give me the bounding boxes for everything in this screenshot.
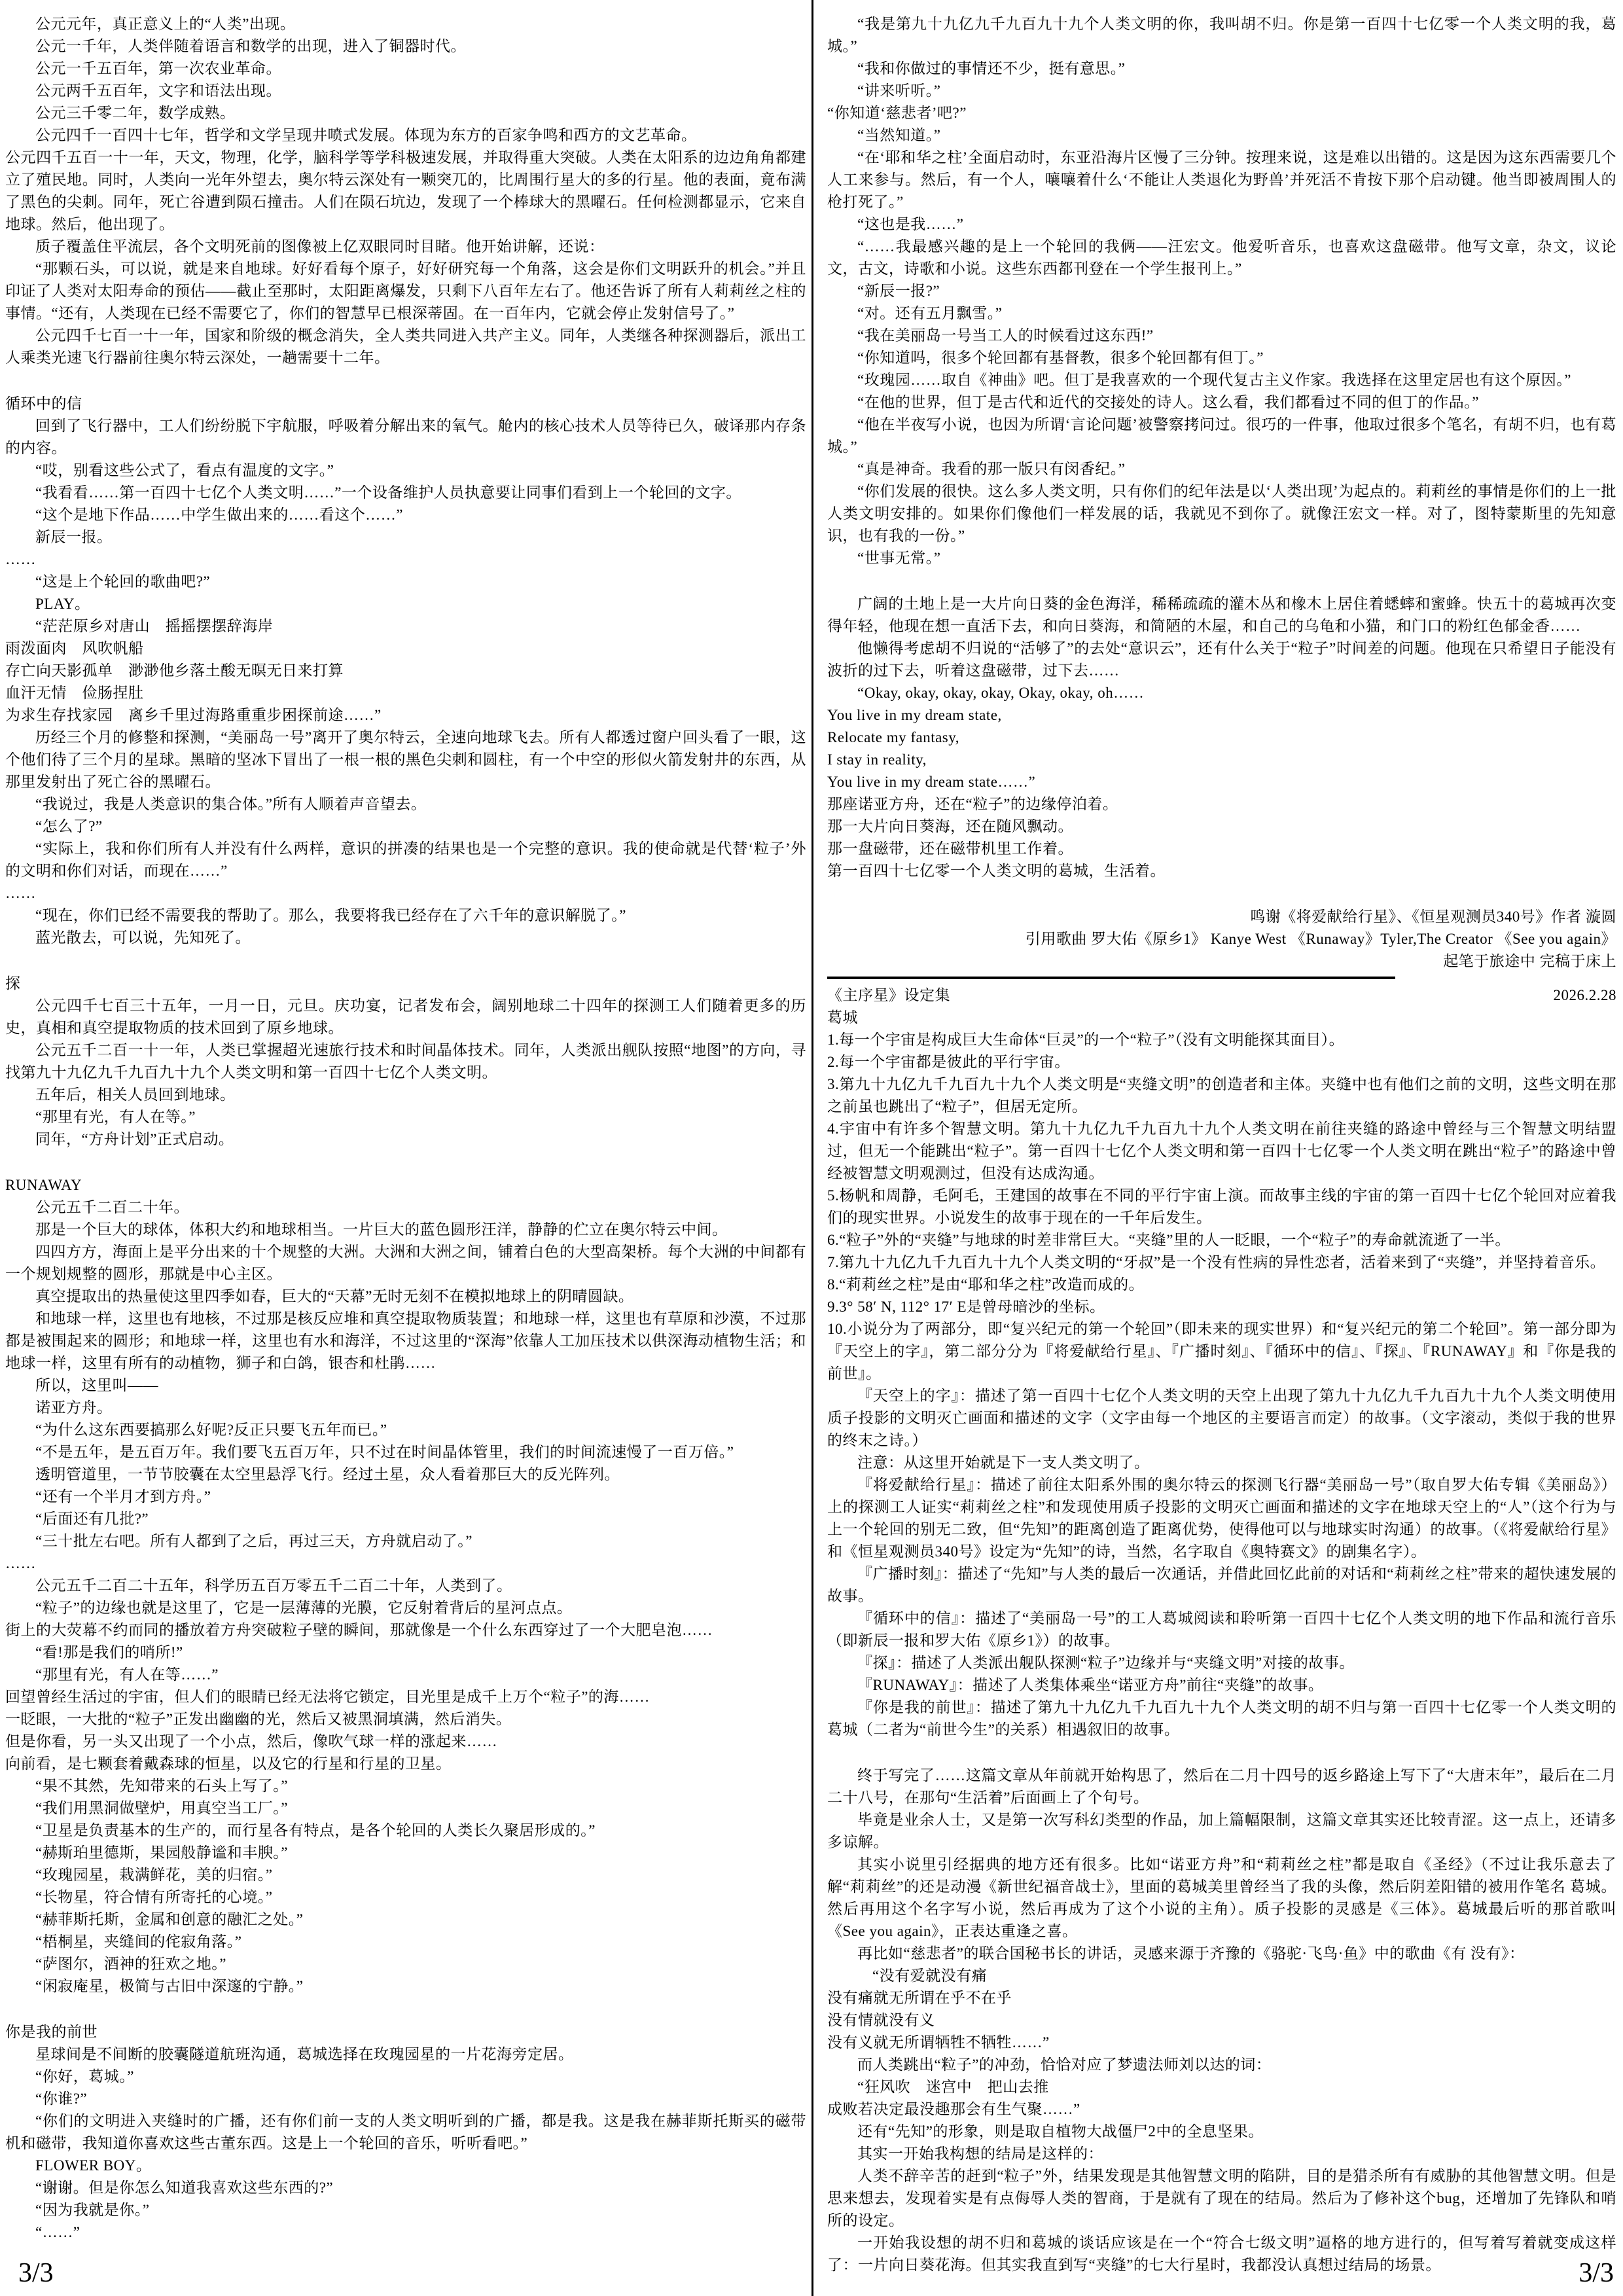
text-line: 公元四千五百一十一年，天文，物理，化学，脑科学等学科极速发展，并取得重大突破。人类在太阳系的边边角角都建立了殖民地。同时，人类向一光年外望去，奥尔特云深处有一颗突兀的，比周围行星大的多的行星。他的表面，竟布满了黑色的尖刺。同年，死亡谷遭到陨石撞击。人们在陨石坑边，发现了一个棒球大的黑曜石。任何检测都显示，它来自地球。然后，他出现了。 [5,149,806,232]
text-line: “那里有光，有人在等。” [35,1109,196,1125]
text-line: 公元两千五百年，文字和语法出现。 [35,82,281,99]
text-line: 真空提取出的热量使这里四季如春，巨大的“天幕”无时无刻不在模拟地球上的阴晴圆缺。 [35,1288,634,1304]
text-line: 回到了飞行器中，工人们纷纷脱下宇航服，呼吸着分解出来的氧气。舱内的核心技术人员等待已久，破译那内存条的内容。 [5,418,806,456]
text-line: “……我最感兴趣的是上一个轮回的我俩——汪宏文。他爱听音乐，也喜欢这盘磁带。他写文章，杂文，议论文，古文，诗歌和小说。这些东西都刊登在一个学生报刊上。” [827,238,1616,277]
text-line: 没有义就无所谓牺牲不牺牲……” [827,2034,1050,2051]
text-line: “他在半夜写小说，也因为所谓‘言论问题’被警察拷问过。很巧的一件事，他取过很多个笔名，有胡不归，也有葛城。” [827,416,1616,455]
blank-gap [827,1741,1616,1765]
text-line: 和地球一样，这里也有地核，不过那是核反应堆和真空提取物质装置；和地球一样，这里也有草原和沙漠，不过那都是被围起来的圆形；和地球一样，这里也有水和海洋，不过这里的“深海”依靠人工加压技术以供深海动植物生活；和地球一样，这里有所有的动植物，狮子和白鸽，银杏和杜鹃…… [5,1310,806,1371]
text-line: “我在美丽岛一号当工人的时候看过这东西!” [857,327,1154,344]
text-line: “玫瑰园星，栽满鲜花，美的归宿。” [35,1867,273,1883]
text-line: “梧桐星，夹缝间的侘寂角落。” [35,1933,242,1950]
section-divider-rule [827,977,1395,979]
text-line: 为求生存找家园 离乡千里过海路重重步困探前途……” [5,707,382,723]
settings-collection-title: 《主序星》设定集 [827,987,950,1003]
text-line: “在‘耶和华之柱’全面启动时，东亚沿海片区慢了三分钟。按理来说，这是难以出错的。这是因为这东西需要几个人工来参与。然后，有一个人，嚷嚷着什么‘不能让人类退化为野兽’并死活不肯按下那个启动键。他当即被周围人的枪打死了。” [827,149,1616,210]
text-line: …… [5,885,36,901]
text-line: 再比如“慈悲者”的联合国秘书长的讲话，灵感来源于齐豫的《骆驼·飞鸟·鱼》中的歌曲《有 没有》： [857,1945,1525,1962]
section-heading: 探 [5,975,21,992]
text-line: 9.3° 58′ N, 112° 17′ E是曾母暗沙的坐标。 [827,1299,1105,1315]
column-divider-rule [812,0,813,2296]
text-line: “在他的世界，但丁是古代和近代的交接处的诗人。这么看，我们都看过不同的但丁的作品。” [857,394,1479,410]
text-line: 『天空上的字』：描述了第一百四十七亿个人类文明的天空上出现了第九十九亿九千九百九十九个人类文明使用质子投影的文明灭亡画面和描述的文字（文字由每一个地区的主要语言而定）的故事。（文字滚动，类似于我的世界的终末之诗。） [827,1388,1616,1448]
text-line: 而人类跳出“粒子”的冲劲，恰恰对应了梦遗法师刘以达的词： [857,2056,1272,2073]
text-line: “没有爱就没有痛 [872,1967,988,1984]
text-line: 五年后，相关人员回到地球。 [35,1086,236,1103]
text-line: “这也是我……” [857,216,964,232]
left-column [5,13,806,2238]
text-line: 透明管道里，一节节胶囊在太空里悬浮飞行。经过土星，众人看着那巨大的反光阵列。 [35,1466,620,1482]
text-line: 存亡向天影孤单 渺渺他乡落土酸无暝无日来打算 [5,662,344,679]
text-line: 公元一千五百年，第一次农业革命。 [35,60,281,77]
text-line: 公元一千年，人类伴随着语言和数学的出现，进入了铜器时代。 [35,38,466,54]
text-line: “那颗石头，可以说，就是来自地球。好好看每个原子，好好研究每一个角落，这会是你们文明跃升的机会。”并且印证了人类对太阳寿命的预估——截止至那时，太阳距离爆发，只剩下八百年左右了。他还告诉了所有人莉莉丝之柱的事情。“还有，人类现在已经不需要它了，你们的智慧早已根深蒂固。在一百年内，它就会停止发射信号了。” [5,260,806,321]
text-line: 『RUNAWAY』：描述了人类集体乘坐“诺亚方舟”前往“夹缝”的故事。 [857,1677,1324,1693]
text-line: 诺亚方舟。 [35,1399,113,1416]
text-line: “狂风吹 迷宫中 把山去推 [857,2079,1049,2095]
blank-gap [827,882,1616,906]
text-line: “Okay, okay, okay, okay, Okay, okay, oh…… [857,685,1145,701]
text-line: 『将爱献给行星』：描述了前往太阳系外围的奥尔特云的探测飞行器“美丽岛一号”（取自罗大佑专辑《美丽岛》）上的探测工人证实“莉莉丝之柱”和发现使用质子投影的文明灭亡画面和描述的文字在地球天空上的“人”（这个行为与上一个轮回的别无二致，但“先知”的距离创造了距离优势，使得他可以与地球实时沟通）的故事。（《将爱献给行星》和《恒星观测员340号》设定为“先知”的诗，当然，名字取自《奥特赛文》的剧集名字）。 [827,1477,1616,1560]
text-line: 6.“粒子”外的“夹缝”与地球的时差非常巨大。“夹缝”里的人一眨眼，一个“粒子”的寿命就流逝了一半。 [827,1232,1510,1248]
text-line: “闲寂庵星，极简与古旧中深邃的宁静。” [35,1978,304,1994]
text-line: 没有痛就无所谓在乎不在乎 [827,1990,1012,2006]
text-line: 『探』：描述了人类派出舰队探测“粒子”边缘并与“夹缝文明”对接的故事。 [857,1655,1355,1671]
text-line: “这个是地下作品……中学生做出来的……看这个……” [35,507,403,523]
text-line: …… [5,551,36,567]
text-line: 公元四千七百一十一年，国家和阶级的概念消失，全人类共同进入共产主义。同年，人类继各种探测器后，派出工人乘类光速飞行器前往奥尔特云深处，一趟需要十二年。 [5,327,806,366]
text-line: “玫瑰园……取自《神曲》吧。但丁是我喜欢的一个现代复古主义作家。我选择在这里定居也有这个原因。” [857,372,1571,388]
text-line: “看!那是我们的哨所!” [35,1644,183,1660]
text-line: “卫星是负责基本的生产的，而行星各有特点，是各个轮回的人类长久聚居形成的。” [35,1822,596,1839]
text-line: 7.第九十九亿九千九百九十九个人类文明的“牙叔”是一个没有性病的异性恋者，活着来到了“夹缝”，并坚持着音乐。 [827,1254,1606,1270]
text-line: “三十批左右吧。所有人都到了之后，再过三天，方舟就启动了。” [35,1533,473,1549]
text-line: 那一盘磁带，还在磁带机里工作着。 [827,840,1073,857]
text-line: FLOWER BOY。 [35,2157,152,2174]
text-line: 四四方方，海面上是平分出来的十个规整的大洲。大洲和大洲之间，铺着白色的大型高架桥。每个大洲的中间都有一个规划规整的圆形，那就是中心主区。 [5,1244,806,1282]
text-line: 终于写完了……这篇文章从年前就开始构思了，然后在二月十四号的返乡路途上写下了“大唐末年”，最后在二月二十八号，在那句“生活着”后面画上了个句号。 [827,1767,1616,1806]
text-line: 回望曾经生活过的宇宙，但人们的眼睛已经无法将它锁定，目光里是成千上万个“粒子”的海…… [5,1689,650,1705]
section-heading: 葛城 [827,1009,858,1026]
blank-gap [5,1151,806,1174]
text-line: 8.“莉莉丝之柱”是由“耶和华之柱”改造而成的。 [827,1276,1145,1293]
text-line: 所以，这里叫—— [35,1377,158,1393]
text-line: 公元五千二百一十一年，人类已掌握超光速旅行技术和时间晶体技术。同年，人类派出舰队按照“地图”的方向，寻找第九十九亿九千九百九十九个人类文明和第一百四十七亿个人类文明。 [5,1042,806,1081]
text-line: 街上的大荧幕不约而同的播放着方舟突破粒子壁的瞬间，那就像是一个什么东西穿过了一个大肥皂泡…… [5,1622,713,1638]
text-line: 起笔于旅途中 完稿于床上 [1443,953,1616,969]
text-line: You live in my dream state, [827,707,1002,723]
text-line: “……” [35,2224,80,2238]
text-line: 向前看，是七颗套着戴森球的恒星，以及它的行星和行星的卫星。 [5,1755,452,1772]
text-line: 5.杨帆和周静，毛阿毛，王建国的故事在不同的平行宇宙上演。而故事主线的宇宙的第一百四十七亿个轮回对应着我们的现实世界。小说发生的故事于现在的一千年后发生。 [827,1187,1616,1226]
text-line: “当然知道。” [857,127,941,143]
text-line: 『循环中的信』：描述了“美丽岛一号”的工人葛城阅读和聆听第一百四十七亿个人类文明的地下作品和流行音乐（即新辰一报和罗大佑《原乡1》）的故事。 [827,1610,1616,1649]
text-line: 那是一个巨大的球体，体积大约和地球相当。一片巨大的蓝色圆形汪洋，静静的伫立在奥尔特云中间。 [35,1221,728,1238]
text-line: “这是上个轮回的歌曲吧?” [35,573,211,590]
blank-gap [5,949,806,973]
text-line: “后面还有几批?” [35,1511,149,1527]
text-line: Relocate my fantasy, [827,729,960,745]
text-line: “新辰一报?” [857,283,940,299]
section-heading: 你是我的前世 [5,2024,98,2040]
text-line: “还有一个半月才到方舟。” [35,1488,211,1505]
text-line: “粒子”的边缘也就是这里了，它是一层薄薄的光膜，它反射着背后的星河点点。 [35,1600,573,1616]
text-line: “我看看……第一百四十七亿个人类文明……”一个设备维护人员执意要让同事们看到上一个轮回的文字。 [35,484,741,501]
text-line: 但是你看，另一头又出现了一个小点，然后，像吹气球一样的涨起来…… [5,1733,497,1749]
text-line: 一开始我设想的胡不归和葛城的谈话应该是在一个“符合七级文明”逼格的地方进行的，但写着写着就变成这样了：一片向日葵花海。但其实我直到写“夹缝”的七大行星时，我都没认真想过结局的场景。 [827,2234,1616,2273]
text-line: You live in my dream state……” [827,774,1036,790]
text-line: “因为我就是你。” [35,2202,150,2218]
text-line: “世事无常。” [857,550,941,566]
text-line: 『你是我的前世』：描述了第九十九亿九千九百九十九个人类文明的胡不归与第一百四十七亿零一个人类文明的葛城（二者为“前世今生”的关系）相遇叙旧的故事。 [827,1699,1616,1738]
text-line: 那座诺亚方舟，还在“粒子”的边缘停泊着。 [827,796,1118,812]
text-line: 其实一开始我构想的结局是这样的： [857,2145,1103,2162]
text-line: I stay in reality, [827,751,927,768]
text-line: 公元四千七百三十五年，一月一日，元旦。庆功宴，记者发布会，阔别地球二十四年的探测工人们随着更多的历史，真相和真空提取物质的技术回到了原乡地球。 [5,997,806,1036]
text-line: “你们发展的很快。这么多人类文明，只有你们的纪年法是以‘人类出现’为起点的。莉莉丝的事情是你们的上一批人类文明安排的。如果你们像他们一样发展的话，我就见不到你了。就像汪宏文一样。对了，图特蒙斯里的先知意识，也有我的一份。” [827,483,1616,544]
text-line: 公元五千二百二十五年，科学历五百万零五千二百二十年，人类到了。 [35,1577,512,1594]
text-line: “萨图尔，酒神的狂欢之地。” [35,1956,226,1972]
page-number-left: 3/3 [18,2258,54,2288]
text-line: “你知道‘慈悲者’吧?” [827,105,967,121]
text-line: 10.小说分为了两部分，即“复兴纪元的第一个轮回”（即未来的现实世界）和“复兴纪元的第二个轮回”。第一部分即为『天空上的字』，第二部分分为『将爱献给行星』、『广播时刻』、『循环中的信』、『探』、『RUNAWAY』和『你是我的前世』。 [827,1321,1616,1382]
text-line: “讲来听听。” [857,82,941,99]
text-line: “那里有光，有人在等……” [35,1666,219,1683]
text-line: 公元三千零二年，数学成熟。 [35,105,236,121]
text-line: 没有情就没有义 [827,2012,935,2028]
text-line: PLAY。 [35,596,90,612]
text-line: “赫斯珀里德斯，果园般静谧和丰腴。” [35,1844,288,1861]
text-line: 公元元年，真正意义上的“人类”出现。 [35,16,296,32]
text-line: “我说过，我是人类意识的集合体。”所有人顺着声音望去。 [35,796,427,812]
text-line: 血汗无情 俭肠捏肚 [5,685,144,701]
settings-title-row [827,984,1616,1007]
text-line: “谢谢。但是你怎么知道我喜欢这些东西的?” [35,2179,334,2196]
text-line: “真是神奇。我看的那一版只有闵香纪。” [857,461,1126,477]
text-line: 星球间是不间断的胶囊隧道航班沟通，葛城选择在玫瑰园星的一片花海旁定居。 [35,2046,574,2062]
text-line: …… [5,1555,36,1571]
text-line: “茫茫原乡对唐山 摇摇摆摆辞海岸 [35,618,274,634]
text-line: 2.每一个宇宙都是彼此的平行宇宙。 [827,1054,1070,1070]
text-line: 还有“先知”的形象，则是取自植物大战僵尸2中的全息坚果。 [857,2123,1264,2140]
text-line: “怎么了?” [35,818,103,834]
text-line: 广阔的土地上是一大片向日葵的金色海洋，稀稀疏疏的灌木丛和橡木上居住着蟋蟀和蜜蜂。快五十的葛城再次变得年轻，他现在想一直活下去，和向日葵海，和简陋的木屋，和自己的乌龟和小猫，和门口的粉红色郁金香…… [827,596,1616,634]
blank-gap [5,1998,806,2021]
text-line: 『广播时刻』：描述了“先知”与人类的最后一次通话，并借此回忆此前的对话和“莉莉丝之柱”带来的超快速发展的故事。 [827,1566,1616,1604]
right-column [827,13,1616,2278]
text-line: 注意：从这里开始就是下一支人类文明了。 [857,1454,1150,1471]
text-line: 鸣谢《将爱献给行星》、《恒星观测员340号》作者 漩圆 [1250,908,1616,925]
text-line: “你知道吗，很多个轮回都有基督教，很多个轮回都有但丁。” [857,350,1264,366]
text-line: 公元五千二百二十年。 [35,1199,189,1215]
text-line: 3.第九十九亿九千九百九十九个人类文明是“夹缝文明”的创造者和主体。夹缝中也有他们之前的文明，这些文明在那之前虽也跳出了“粒子”，但居无定所。 [827,1076,1616,1115]
text-line: 毕竟是业余人士，又是第一次写科幻类型的作品，加上篇幅限制，这篇文章其实还比较青涩。这一点上，还请多多谅解。 [827,1812,1616,1850]
text-line: “哎，别看这些公式了，看点有温度的文字。” [35,462,334,478]
text-line: “为什么这东西要搞那么好呢?反正只要飞五年而已。” [35,1422,387,1438]
text-line: “你们的文明进入夹缝时的广播，还有你们前一支的人类文明听到的广播，都是我。这是我在赫菲斯托斯买的磁带机和磁带，我知道你喜欢这些古董东西。这是上一个轮回的音乐，听听看吧。” [5,2113,806,2151]
text-line: 一眨眼，一大批的“粒子”正发出幽幽的光，然后又被黑洞填满，然后消失。 [5,1711,512,1727]
text-line: 4.宇宙中有许多个智慧文明。第九十九亿九千九百九十九个人类文明在前往夹缝的路途中曾经与三个智慧文明结盟过，但无一个能跳出“粒子”。第一百四十七亿个人类文明和第一百四十七亿零一个人类文明在跳出“粒子”的路途中曾经被智慧文明观测过，但没有达成沟通。 [827,1121,1616,1181]
text-line: 雨泼面肉 风吹帆船 [5,640,144,656]
text-line: 公元四千一百四十七年，哲学和文学呈现井喷式发展。体现为东方的百家争鸣和西方的文艺革命。 [35,127,697,143]
text-line: 质子覆盖住平流层，各个文明死前的图像被上亿双眼同时目睹。他开始讲解，还说： [35,238,605,255]
text-line: 第一百四十七亿零一个人类文明的葛城，生活着。 [827,863,1166,879]
blank-gap [827,569,1616,593]
section-heading: 循环中的信 [5,395,82,412]
text-line: “长物星，符合情有所寄托的心境。” [35,1889,273,1905]
text-line: “你谁?” [35,2090,88,2107]
text-line: 历经三个月的修整和探测，“美丽岛一号”离开了奥尔特云，全速向地球飞去。所有人都透过窗户回头看了一眼，这个他们待了三个月的星球。黑暗的坚冰下冒出了一根一根的黑色尖刺和圆柱，有一个中空的形似火箭发射井的东西，从那里发射出了死亡谷的黑曜石。 [5,729,806,790]
page-number-right: 3/3 [1578,2258,1614,2288]
text-line: 1.每一个宇宙是构成巨大生命体“巨灵”的一个“粒子”（没有文明能探其面目）。 [827,1031,1345,1048]
text-line [827,2276,1616,2278]
text-line: “不是五年，是五百万年。我们要飞五百万年，只不过在时间晶体管里，我们的时间流速慢了一百万倍。” [35,1444,734,1460]
text-line: “我和你做过的事情还不少，挺有意思。” [857,60,1126,77]
text-line: “我是第九十九亿九千九百九十九个人类文明的你，我叫胡不归。你是第一百四十七亿零一个人类文明的我，葛城。” [827,16,1616,54]
text-line: 他懒得考虑胡不归说的“活够了”的去处“意识云”，还有什么关于“粒子”时间差的问题。他现在只希望日子能没有波折的过下去，听着这盘磁带，过下去…… [827,640,1616,679]
text-line: “果不其然，先知带来的石头上写了。” [35,1778,288,1794]
text-line: “实际上，我和你们所有人并没有什么两样，意识的拼凑的结果也是一个完整的意识。我的使命就是代替‘粒子’外的文明和你们对话，而现在……” [5,840,806,879]
completion-date: 2026.2.28 [1553,987,1616,1003]
blank-gap [5,369,806,393]
text-line: “我们用黑洞做壁炉，用真空当工厂。” [35,1800,288,1816]
text-line: 那一大片向日葵海，还在随风飘动。 [827,818,1073,834]
text-line: 新辰一报。 [35,529,113,545]
text-line: 引用歌曲 罗大佑《原乡1》 Kanye West 《Runaway》Tyler,The Creator 《See you again》 [1025,931,1616,947]
text-line: “对。还有五月飘雪。” [857,305,1003,321]
text-line: “赫菲斯托斯，金属和创意的融汇之处。” [35,1911,304,1928]
text-line: “你好，葛城。” [35,2068,134,2085]
text-line: 蓝光散去，可以说，先知死了。 [35,929,251,946]
text-line: 成败若决定最没趣那会有生气聚……” [827,2101,1080,2117]
text-line: 人类不辞辛苦的赶到“粒子”外，结果发现是其他智慧文明的陷阱，目的是猎杀所有有威胁的其他智慧文明。但是思来想去，发现着实是有点侮辱人类的智商，于是就有了现在的结局。然后为了修补这个bug，还增加了先锋队和哨所的设定。 [827,2168,1616,2229]
text-line: “现在，你们已经不需要我的帮助了。那么，我要将我已经存在了六千年的意识解脱了。” [35,907,626,924]
text-line: 同年，“方舟计划”正式启动。 [35,1131,234,1147]
section-heading: RUNAWAY [5,1177,82,1193]
text-line: 其实小说里引经据典的地方还有很多。比如“诺亚方舟”和“莉莉丝之柱”都是取自《圣经》（不过让我乐意去了解“莉莉丝”的还是动漫《新世纪福音战士》，里面的葛城美里曾经当了我的头像，然后阴差阳错的被用作笔名 葛城。然后再用这个名字写小说，然后再成为了这个小说的主角）。质子投影的灵感是《三体》。葛城最后听的那首歌叫《See you again》，正表达重逢之喜。 [827,1856,1616,1939]
